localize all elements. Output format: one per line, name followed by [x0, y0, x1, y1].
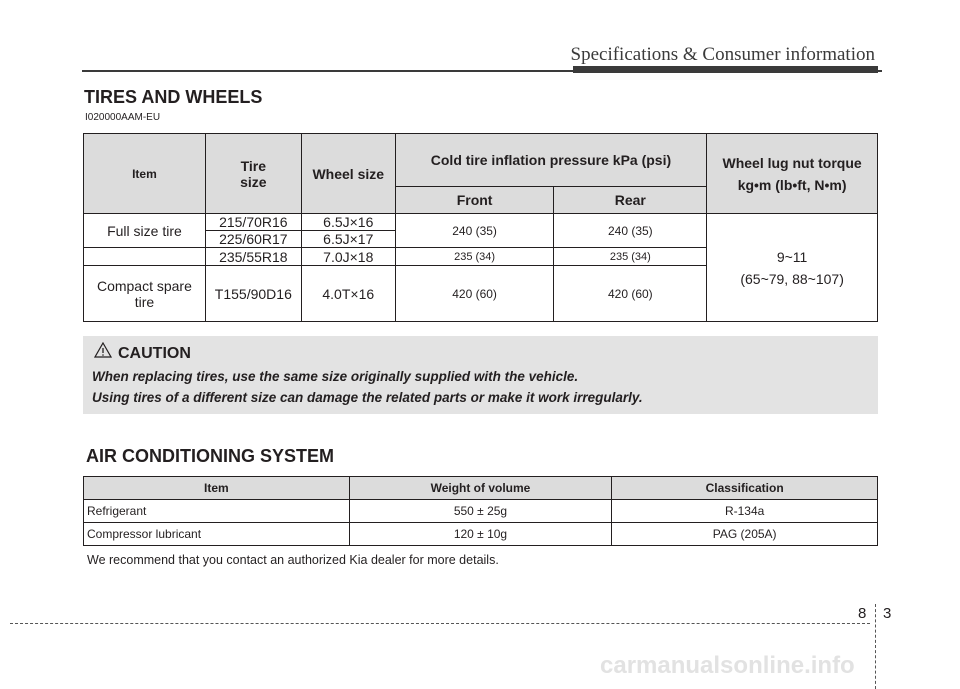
rear-pressure-cell: 240 (35) [554, 214, 707, 248]
table-row [84, 523, 878, 546]
col-torque: Wheel lug nut torque kg•m (lb•ft, N•m) [707, 134, 878, 214]
wheel-size-cell: 6.5J×17 [301, 231, 395, 248]
page-number: 3 [883, 605, 892, 622]
dealer-note: We recommend that you contact an authorized Kia dealer for more details. [87, 553, 499, 567]
col-rear: Rear [554, 187, 707, 214]
caution-title: CAUTION [118, 345, 191, 362]
ac-class-cell: R-134a [612, 500, 878, 523]
rear-pressure-cell: 420 (60) [554, 266, 707, 322]
header-bar [573, 66, 878, 73]
ac-weight-cell: 120 ± 10g [349, 523, 612, 546]
front-pressure-cell: 235 (34) [395, 248, 554, 266]
col-pressure: Cold tire inflation pressure kPa (psi) [395, 134, 706, 187]
wheel-size-cell: 6.5J×16 [301, 214, 395, 231]
col-tire-size: Tire size [205, 134, 301, 214]
ac-heading: AIR CONDITIONING SYSTEM [86, 446, 335, 466]
table-row [84, 500, 878, 523]
tires-heading: TIRES AND WHEELS [84, 87, 263, 107]
row-item-blank [84, 248, 206, 266]
ac-weight-cell: 550 ± 25g [349, 500, 612, 523]
front-pressure-cell: 240 (35) [395, 214, 554, 248]
ac-col-item: Item [84, 477, 350, 500]
row-full-size-item: Full size tire [84, 214, 206, 248]
tire-size-cell: 215/70R16 [205, 214, 301, 231]
torque-value: 9~11 (65~79, 88~107) [707, 214, 878, 322]
caution-line-1: When replacing tires, use the same size originally supplied with the vehicle. [92, 369, 579, 384]
tires-table [83, 133, 878, 322]
ac-col-weight: Weight of volume [349, 477, 612, 500]
ac-item-cell: Compressor lubricant [84, 523, 350, 546]
wheel-size-cell: 4.0T×16 [301, 266, 395, 322]
watermark: carmanualsonline.info [600, 652, 855, 679]
section-code: I020000AAM-EU [85, 112, 161, 123]
footer-rule [10, 623, 870, 624]
tire-size-cell: T155/90D16 [205, 266, 301, 322]
col-wheel-size: Wheel size [301, 134, 395, 214]
chapter-number: 8 [858, 605, 867, 622]
section-title: Specifications & Consumer information [570, 44, 875, 65]
wheel-size-cell: 7.0J×18 [301, 248, 395, 266]
row-compact-spare-item: Compact spare tire [84, 266, 206, 322]
col-item: Item [84, 134, 206, 214]
ac-col-classification: Classification [612, 477, 878, 500]
ac-item-cell: Refrigerant [84, 500, 350, 523]
tire-size-cell: 225/60R17 [205, 231, 301, 248]
ac-class-cell: PAG (205A) [612, 523, 878, 546]
tire-size-cell: 235/55R18 [205, 248, 301, 266]
rear-pressure-cell: 235 (34) [554, 248, 707, 266]
front-pressure-cell: 420 (60) [395, 266, 554, 322]
col-front: Front [395, 187, 554, 214]
warning-triangle-icon [94, 342, 112, 358]
caution-line-2: Using tires of a different size can damage the related parts or make it work irregularly. [92, 390, 643, 405]
ac-table [83, 476, 878, 546]
footer-divider [875, 604, 876, 689]
